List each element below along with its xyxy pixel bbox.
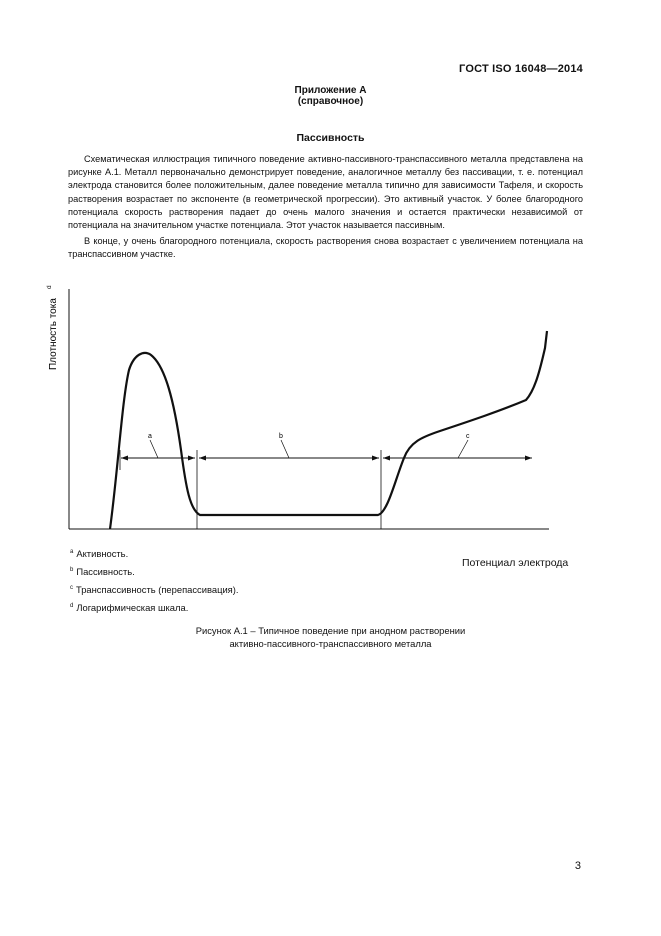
arrowhead-b-right — [372, 456, 379, 461]
footnote-c — [70, 579, 238, 597]
figure-footnotes — [70, 543, 238, 615]
figure-caption-line-1: Рисунок А.1 – Типичное поведение при анодном растворении — [195, 625, 466, 636]
y-axis-label: Плотность тока — [48, 298, 59, 370]
arrowhead-a-right — [188, 456, 195, 461]
y-axis-label-note: d — [46, 285, 53, 289]
footnote-b — [70, 561, 238, 579]
leader-c — [458, 440, 468, 458]
figure-caption-line-2: активно-пассивного-транспассивного металла — [229, 638, 432, 649]
footnote-a — [70, 543, 238, 561]
annex-title: Приложение А — [294, 85, 367, 96]
footnote-d — [70, 597, 238, 615]
section-heading: Пассивность — [296, 132, 365, 144]
leader-b — [281, 440, 289, 458]
region-label-a: a — [148, 433, 152, 440]
arrowhead-a-left — [121, 456, 128, 461]
polarization-curve — [110, 331, 547, 529]
region-label-b: b — [279, 433, 283, 440]
paragraph-2: В конце, у очень благородного потенциала, скорость растворения снова возрастает с увеличением потенциала на транспассивном участке. — [68, 236, 583, 260]
arrowhead-c-right — [525, 456, 532, 461]
page-number: 3 — [574, 860, 581, 872]
standard-designation: ГОСТ ISO 16048—2014 — [459, 63, 583, 75]
arrowhead-c-left — [383, 456, 390, 461]
footnote-text: Транспассивность (перепассивация). — [76, 584, 239, 596]
footnote-mark: d — [70, 603, 74, 609]
region-label-c: c — [466, 433, 470, 440]
footnote-text: Пассивность. — [76, 566, 135, 578]
arrowhead-b-left — [199, 456, 206, 461]
x-axis-label-text: Потенциал электрода — [462, 557, 569, 569]
footnote-mark: c — [70, 585, 73, 591]
footnote-text: Активность. — [76, 548, 129, 560]
paragraph-1: Схематическая иллюстрация типичного поведение активно-пассивного-транспассивного металла представлена на рисунке А.1. Металл первоначально демонстрирует поведение, аналогичное металлу без пассивации, т. е. потенциал электрода становится более положительным, далее поведение металла типично для зависимости Тафеля, и скорость растворения возрастает по экспоненте (в геометрической прогрессии). Это активный участок. У более благородного потенциала скорость растворения падает до очень малого значения и остается практически независимой от потенциала на значительном участке потенциала. Этот участок называется пассивным. — [68, 154, 583, 231]
footnote-mark: b — [70, 567, 74, 573]
footnote-text: Логарифмическая шкала. — [76, 602, 189, 614]
leader-a — [150, 440, 158, 458]
annex-subtitle: (справочное) — [297, 96, 364, 107]
polarization-curve-figure — [0, 280, 661, 542]
footnote-mark: a — [70, 549, 74, 555]
